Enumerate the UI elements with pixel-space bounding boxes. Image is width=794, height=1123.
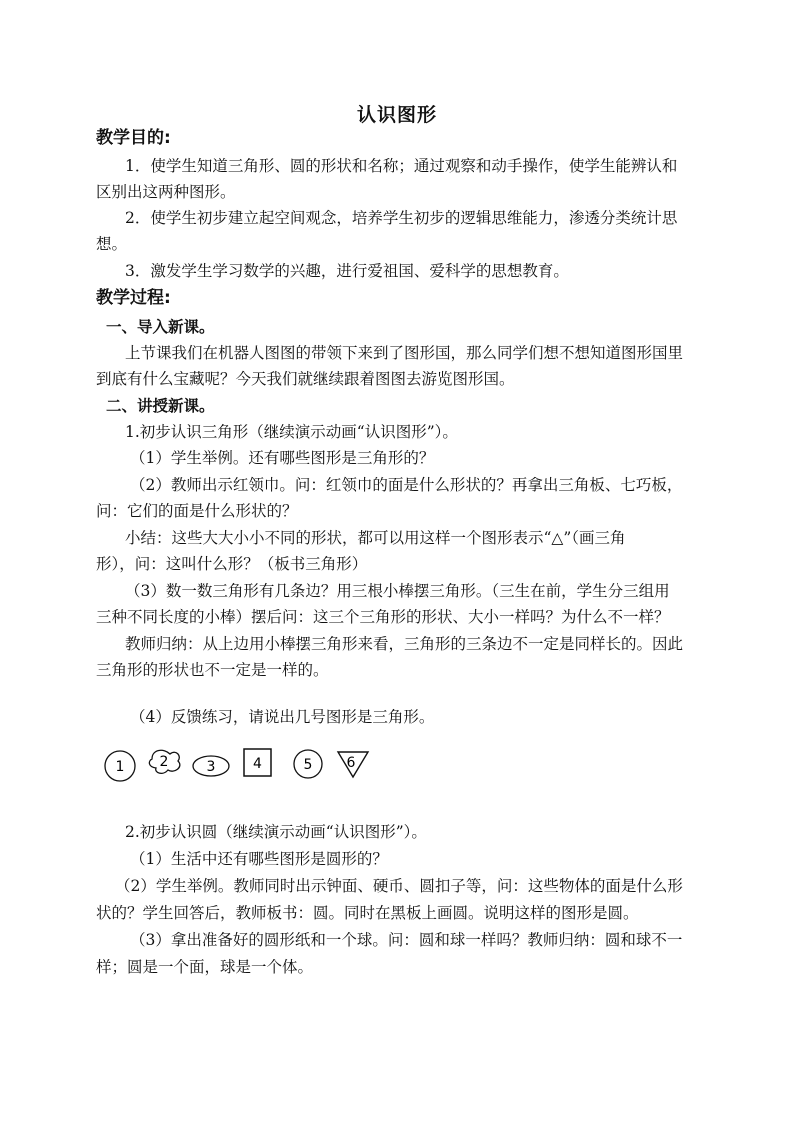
section-1-point-2-line-1: （2）教师出示红领巾。问：红领巾的面是什么形状的？再拿出三角板、七巧板， <box>130 476 683 494</box>
section-1-title: 1.初步认识三角形（继续演示动画“认识图形”）。 <box>125 423 458 441</box>
goals-heading: 教学目的: <box>96 128 171 148</box>
goal-1-line-1: 1．使学生知道三角形、圆的形状和名称；通过观察和动手操作，使学生能辨认和 <box>125 157 678 175</box>
process-heading: 教学过程: <box>96 288 171 308</box>
section-1-point-2-line-2: 问：它们的面是什么形状的？ <box>96 502 298 520</box>
part-2-heading: 二、讲授新课。 <box>106 397 215 415</box>
page-title: 认识图形 <box>356 104 437 126</box>
goal-1-line-2: 区别出这两种图形。 <box>96 183 236 201</box>
shape-3-label: 3 <box>206 759 216 775</box>
part-1-heading: 一、导入新课。 <box>106 318 215 336</box>
section-1-point-1: （1）学生举例。还有哪些图形是三角形的？ <box>130 449 435 467</box>
section-1-summary-line-1: 小结：这些大大小小不同的形状，都可以用这样一个图形表示“△”（画三角 <box>125 529 626 547</box>
shape-3-ellipse <box>193 756 229 776</box>
shape-2-label: 2 <box>159 754 169 770</box>
part-1-line-1: 上节课我们在机器人图图的带领下来到了图形国，那么同学们想不想知道图形国里 <box>125 344 684 362</box>
shape-6-triangle <box>338 752 368 777</box>
shape-4-label: 4 <box>253 756 262 772</box>
section-1-point-3-line-1: （3）数一数三角形有几条边？用三根小棒摆三角形。（三生在前，学生分三组用 <box>125 582 670 600</box>
shape-2-irregular <box>149 750 179 773</box>
section-2-point-2-line-2: 状的？学生回答后，教师板书：圆。同时在黑板上画圆。说明这样的图形是圆。 <box>96 904 639 922</box>
section-1-summary-line-2: 形），问：这叫什么形？（板书三角形） <box>96 555 368 573</box>
shape-1-circle <box>105 751 135 781</box>
section-1-conclusion-line-1: 教师归纳：从上边用小棒摆三角形来看，三角形的三条边不一定是同样长的。因此 <box>125 635 684 653</box>
section-1-conclusion-line-2: 三角形的形状也不一定是一样的。 <box>96 661 329 679</box>
shape-4-square <box>244 749 271 776</box>
section-1-point-3-line-2: 三种不同长度的小棒）摆后问：这三个三角形的形状、大小一样吗？为什么不一样？ <box>96 608 670 626</box>
shape-6-label: 6 <box>346 755 356 771</box>
shape-5-label: 5 <box>303 757 313 773</box>
shape-1-label: 1 <box>115 759 125 775</box>
shape-exercise-figure <box>100 745 380 785</box>
goal-3-line-1: 3．激发学生学习数学的兴趣，进行爱祖国、爱科学的思想教育。 <box>125 262 569 280</box>
section-2-point-2-line-1: （2）学生举例。教师同时出示钟面、硬币、圆扣子等，问：这些物体的面是什么形 <box>115 877 683 895</box>
shape-5-circle <box>294 750 322 778</box>
section-2-point-1: （1）生活中还有哪些图形是圆形的？ <box>130 850 388 868</box>
section-2-point-3-line-2: 样；圆是一个面，球是一个体。 <box>96 958 314 976</box>
section-1-point-4: （4）反馈练习，请说出几号图形是三角形。 <box>130 708 435 726</box>
section-2-title: 2.初步认识圆（继续演示动画“认识图形”）。 <box>125 823 427 841</box>
part-1-line-2: 到底有什么宝藏呢？今天我们就继续跟着图图去游览图形国。 <box>96 370 515 388</box>
goal-2-line-1: 2．使学生初步建立起空间观念，培养学生初步的逻辑思维能力，渗透分类统计思 <box>125 209 678 227</box>
goal-2-line-2: 想。 <box>96 235 128 253</box>
section-2-point-3-line-1: （3）拿出准备好的圆形纸和一个球。问：圆和球一样吗？教师归纳：圆和球不一 <box>130 931 683 949</box>
